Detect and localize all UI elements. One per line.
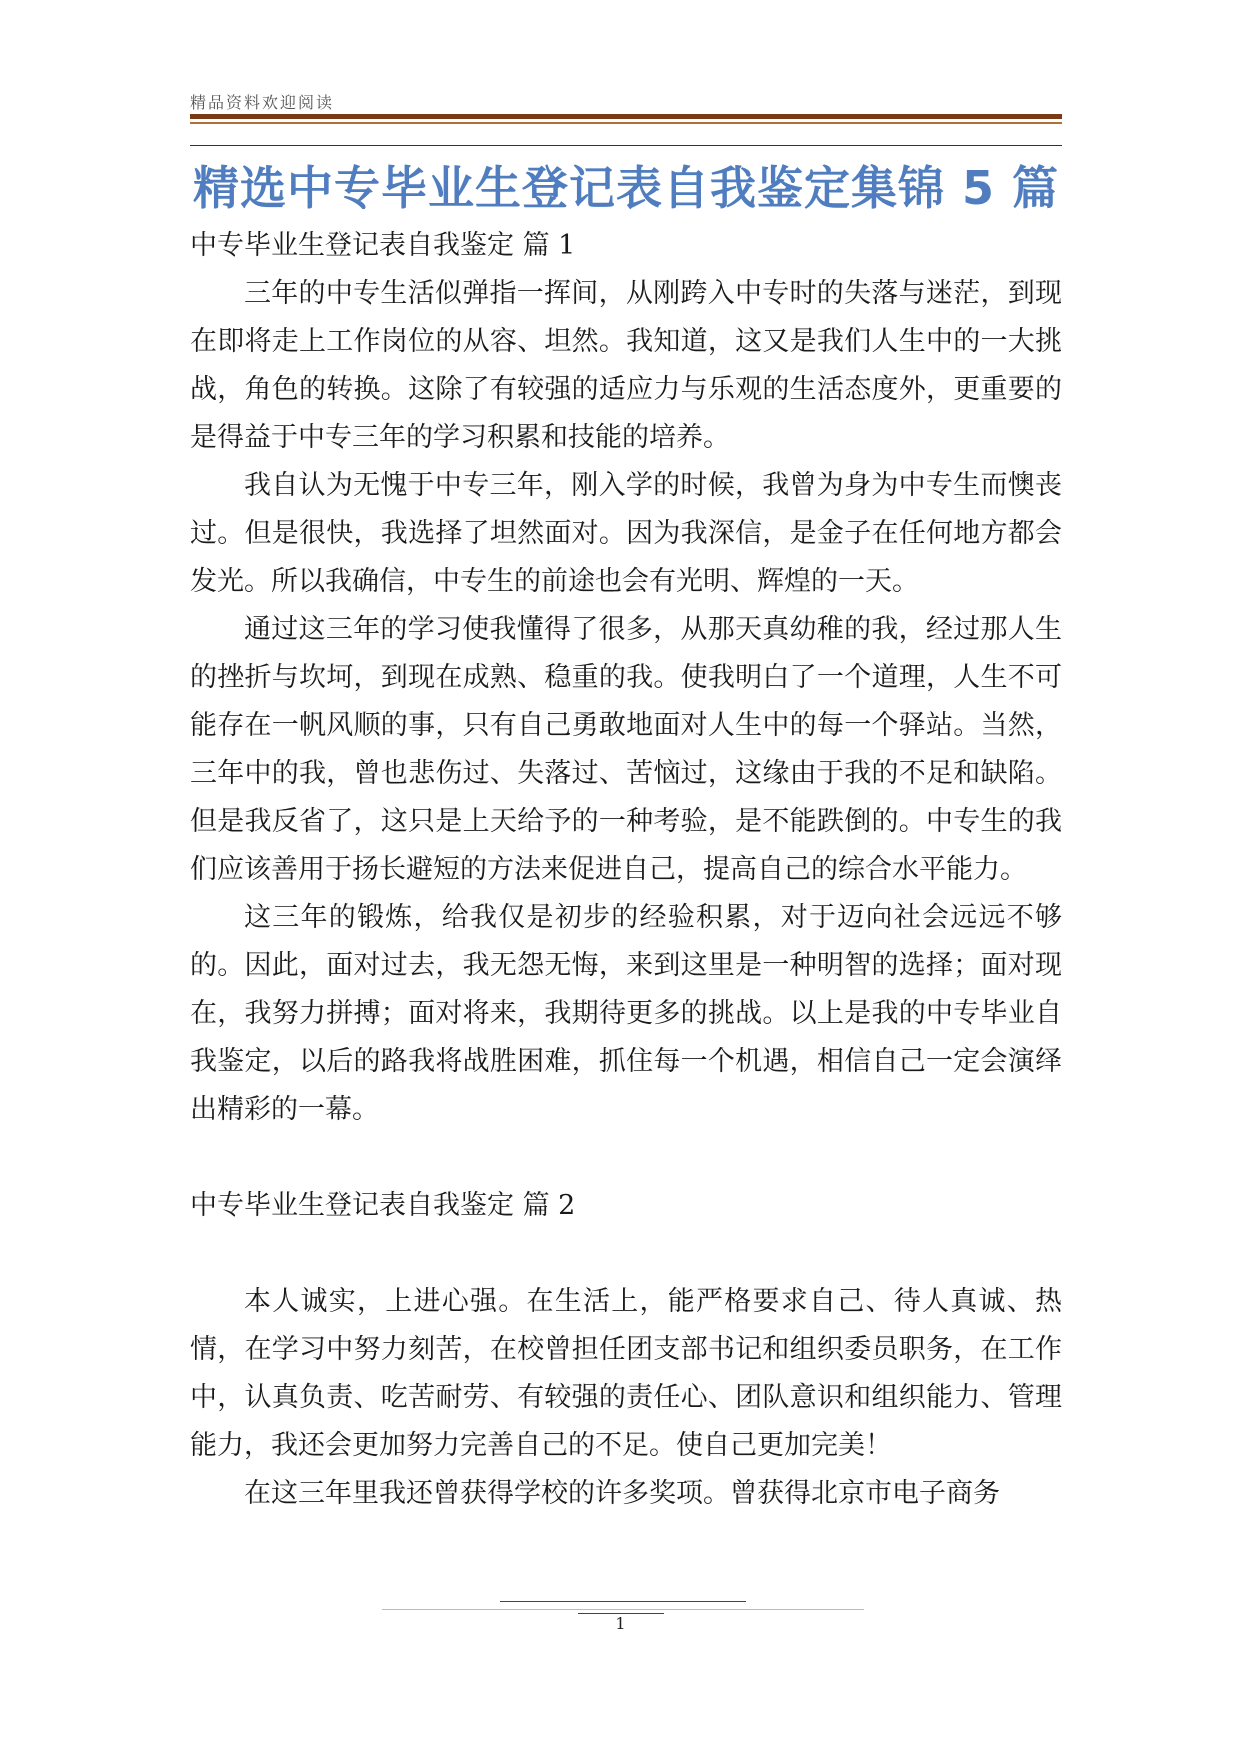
paragraph: 三年的中专生活似弹指一挥间，从刚跨入中专时的失落与迷茫，到现在即将走上工作岗位的从容、坦然。我知道，这又是我们人生中的一大挑战，角色的转换。这除了有较强的适应力与乐观的生活态度外，更重要的是得益于中专三年的学习积累和技能的培养。 (190, 278, 1062, 453)
header-rule-thick (190, 114, 1062, 119)
header-rule-thin (190, 122, 1062, 124)
document-body (190, 222, 1062, 1518)
footer-rule (500, 1601, 746, 1602)
paragraph: 本人诚实，上进心强。在生活上，能严格要求自己、待人真诚、热情，在学习中努力刻苦，在校曾担任团支部书记和组织委员职务，在工作中，认真负责、吃苦耐劳、有较强的责任心、团队意识和组织能力、管理能力，我还会更加努力完善自己的不足。使自己更加完美！ (190, 1286, 1062, 1461)
page-header: 精品资料欢迎阅读 (190, 93, 335, 112)
paragraph: 我自认为无愧于中专三年，刚入学的时候，我曾为身为中专生而懊丧过。但是很快，我选择了坦然面对。因为我深信，是金子在任何地方都会发光。所以我确信，中专生的前途也会有光明、辉煌的一天。 (190, 470, 1062, 597)
footer-rule (382, 1609, 864, 1610)
section-heading-2: 中专毕业生登记表自我鉴定 篇 2 (190, 1190, 576, 1221)
paragraph: 通过这三年的学习使我懂得了很多，从那天真幼稚的我，经过那人生的挫折与坎坷，到现在成熟、稳重的我。使我明白了一个道理，人生不可能存在一帆风顺的事，只有自己勇敢地面对人生中的每一个驿站。当然，三年中的我，曾也悲伤过、失落过、苦恼过，这缘由于我的不足和缺陷。但是我反省了，这只是上天给予的一种考验，是不能跌倒的。中专生的我们应该善用于扬长避短的方法来促进自己，提高自己的综合水平能力。 (190, 614, 1062, 885)
document-title: 精选中专毕业生登记表自我鉴定集锦 5 篇 (192, 161, 1060, 215)
title-rule (190, 145, 1062, 146)
paragraph: 这三年的锻炼，给我仅是初步的经验积累，对于迈向社会远远不够的。因此，面对过去，我无怨无悔，来到这里是一种明智的选择；面对现在，我努力拼搏；面对将来，我期待更多的挑战。以上是我的中专毕业自我鉴定，以后的路我将战胜困难，抓住每一个机遇，相信自己一定会演绎出精彩的一幕。 (190, 902, 1062, 1125)
page-number: 1 (615, 1614, 626, 1633)
section-heading-1: 中专毕业生登记表自我鉴定 篇 1 (190, 230, 576, 261)
paragraph: 在这三年里我还曾获得学校的许多奖项。曾获得北京市电子商务 (244, 1478, 1000, 1509)
